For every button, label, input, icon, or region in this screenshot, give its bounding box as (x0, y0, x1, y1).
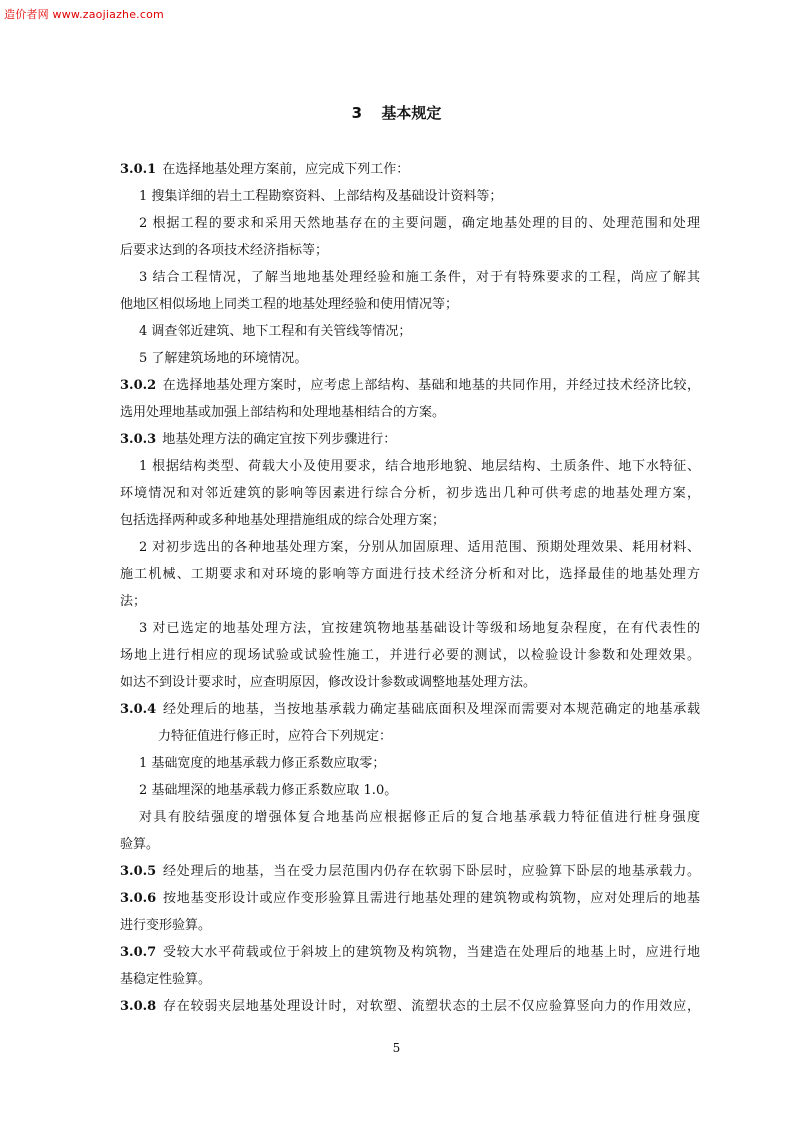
text-line (120, 831, 700, 858)
text-line (120, 318, 700, 345)
text-line (120, 696, 700, 723)
text-line (120, 669, 700, 696)
text-line (120, 777, 700, 804)
line-text: 如达不到设计要求时，应查明原因，修改设计参数或调整地基处理方法。 (120, 675, 537, 690)
text-line (120, 912, 700, 939)
text-line (120, 372, 700, 399)
line-text: 经处理后的地基，当按地基承载力确定基础底面积及埋深而需要对本规范确定的地基承载 (162, 702, 700, 717)
text-line (120, 426, 700, 453)
line-text: 在选择地基处理方案时，应考虑上部结构、基础和地基的共同作用，并经过技术经济比较， (162, 378, 700, 393)
line-text: 2 对初步选出的各种地基处理方案，分别从加固原理、适用范围、预期处理效果、耗用材料、 (139, 540, 700, 555)
line-text: 他地区相似场地上同类工程的地基处理经验和使用情况等； (120, 297, 459, 312)
line-text: 受较大水平荷载或位于斜坡上的建筑物及构筑物，当建造在处理后的地基上时，应进行地 (162, 945, 700, 960)
clause-number: 3.0.6 (120, 891, 157, 906)
text-line (120, 237, 700, 264)
text-line (120, 534, 700, 561)
text-line (120, 183, 700, 210)
line-text: 场地上进行相应的现场试验或试验性施工，并进行必要的测试，以检验设计参数和处理效果。 (120, 648, 700, 663)
line-text: 3 对已选定的地基处理方法，宜按建筑物地基基础设计等级和场地复杂程度，在有代表性的 (139, 621, 700, 636)
text-line (120, 561, 700, 588)
text-line (120, 993, 700, 1020)
document-body (120, 156, 700, 1020)
line-text: 1 根据结构类型、荷载大小及使用要求，结合地形地貌、地层结构、土质条件、地下水特征、 (139, 459, 700, 474)
line-text: 5 了解建筑场地的环境情况。 (139, 351, 308, 366)
clause-number: 3.0.4 (120, 702, 157, 717)
line-text: 地基处理方法的确定宜按下列步骤进行： (162, 432, 397, 447)
text-line (120, 291, 700, 318)
text-line (120, 480, 700, 507)
line-text: 选用处理地基或加强上部结构和处理地基相结合的方案。 (120, 405, 446, 420)
clause-number: 3.0.2 (120, 378, 157, 393)
line-text: 基稳定性验算。 (120, 972, 212, 987)
text-line (120, 210, 700, 237)
text-line (120, 966, 700, 993)
text-line (120, 939, 700, 966)
text-line (120, 858, 700, 885)
text-line (120, 750, 700, 777)
chapter-title: 基本规定 (381, 104, 442, 122)
line-text: 包括选择两种或多种地基处理措施组成的综合处理方案； (120, 513, 446, 528)
text-line (120, 615, 700, 642)
text-line (120, 453, 700, 480)
site-watermark: 造价者网 www.zaojiazhe.com (4, 8, 164, 21)
line-text: 力特征值进行修正时，应符合下列规定： (158, 729, 393, 744)
line-text: 验算。 (120, 837, 160, 852)
text-line (120, 399, 700, 426)
clause-number: 3.0.5 (120, 864, 157, 879)
line-text: 3 结合工程情况，了解当地地基处理经验和施工条件，对于有特殊要求的工程，尚应了解其 (139, 270, 700, 285)
text-line (120, 804, 700, 831)
page-title (0, 102, 793, 123)
line-text: 2 根据工程的要求和采用天然地基存在的主要问题，确定地基处理的目的、处理范围和处理 (139, 216, 700, 231)
line-text: 环境情况和对邻近建筑的影响等因素进行综合分析，初步选出几种可供考虑的地基处理方案， (120, 486, 700, 501)
text-line (120, 588, 700, 615)
line-text: 进行变形验算。 (120, 918, 212, 933)
text-line (120, 723, 700, 750)
line-text: 2 基础埋深的地基承载力修正系数应取 1.0。 (139, 783, 398, 798)
clause-number: 3.0.8 (120, 999, 157, 1014)
line-text: 1 基础宽度的地基承载力修正系数应取零； (139, 756, 386, 771)
text-line (120, 507, 700, 534)
line-text: 法； (120, 594, 147, 609)
text-line (120, 885, 700, 912)
text-line (120, 156, 700, 183)
line-text: 施工机械、工期要求和对环境的影响等方面进行技术经济分析和对比，选择最佳的地基处理方 (120, 567, 700, 582)
line-text: 对具有胶结强度的增强体复合地基尚应根据修正后的复合地基承载力特征值进行桩身强度 (139, 810, 700, 825)
line-text: 存在较弱夹层地基处理设计时，对软塑、流塑状态的土层不仅应验算竖向力的作用效应， (162, 999, 700, 1014)
page-number: 5 (392, 1041, 401, 1055)
chapter-number: 3 (351, 104, 363, 122)
line-text: 后要求达到的各项技术经济指标等； (120, 243, 329, 258)
text-line (120, 264, 700, 291)
text-line (120, 642, 700, 669)
text-line (120, 345, 700, 372)
line-text: 在选择地基处理方案前，应完成下列工作： (162, 162, 410, 177)
line-text: 经处理后的地基，当在受力层范围内仍存在软弱下卧层时，应验算下卧层的地基承载力。 (162, 864, 700, 879)
clause-number: 3.0.7 (120, 945, 157, 960)
line-text: 1 搜集详细的岩土工程勘察资料、上部结构及基础设计资料等； (139, 189, 503, 204)
line-text: 4 调查邻近建筑、地下工程和有关管线等情况； (139, 324, 412, 339)
clause-number: 3.0.3 (120, 432, 157, 447)
line-text: 按地基变形设计或应作变形验算且需进行地基处理的建筑物或构筑物，应对处理后的地基 (162, 891, 700, 906)
clause-number: 3.0.1 (120, 162, 157, 177)
